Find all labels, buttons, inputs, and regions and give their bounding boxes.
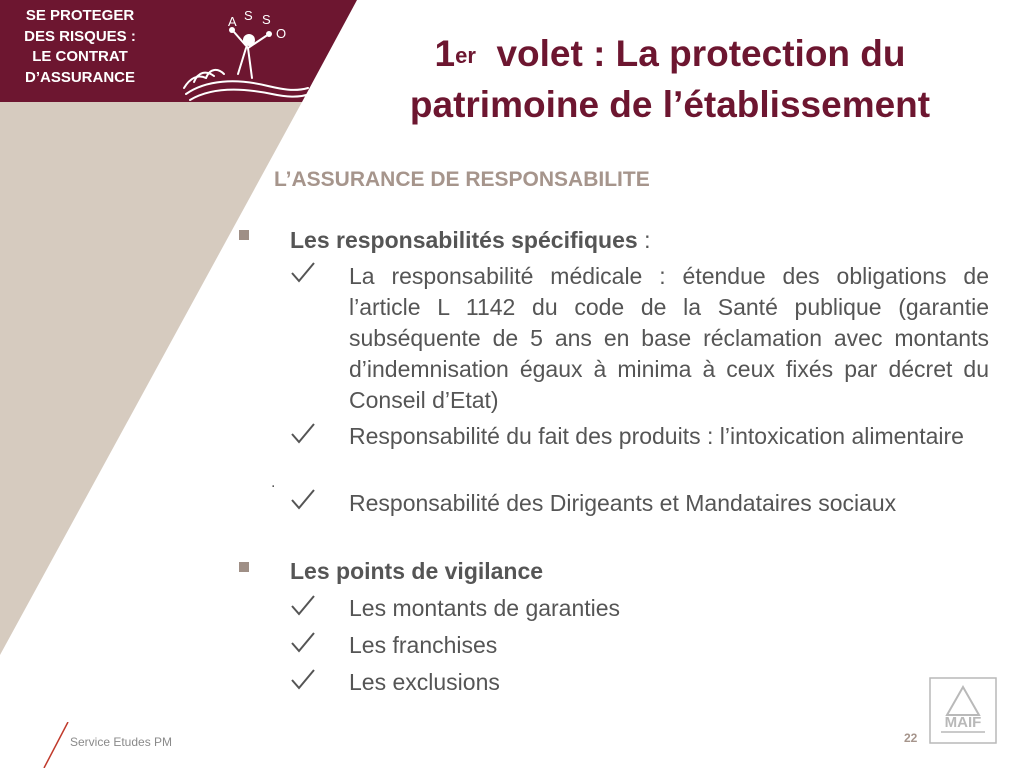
checkmark-icon (290, 422, 316, 444)
banner-line: DES RISQUES : (24, 27, 136, 45)
slide-subtitle: L’ASSURANCE DE RESPONSABILITE (274, 168, 650, 191)
title-ordinal: 1 (434, 33, 456, 74)
page-number: 22 (904, 731, 918, 745)
checkmark-icon (290, 261, 316, 283)
title-ordinal-suffix: er (455, 43, 476, 68)
checkmark-icon (290, 488, 316, 510)
footer-service-label: Service Etudes PM (70, 735, 173, 749)
asso-juggler-logo (176, 8, 316, 104)
maif-logo (929, 677, 997, 744)
banner-line: SE PROTEGER (25, 7, 135, 24)
list-item: La responsabilité médicale : étendue des obligations de l’article L 1142 du code de la Santé publique (garantie subséquente de 5 ans en base réclamation avec montants d’indemnisation égaux à minima à ceux fixés par décret du Conseil d’Etat) (349, 263, 989, 413)
slide-title (372, 28, 968, 130)
checkmark-icon (290, 594, 316, 616)
logo-letter: A (228, 14, 237, 29)
title-line-1 (372, 28, 968, 79)
square-bullet-icon (239, 562, 249, 572)
square-bullet-icon (239, 230, 249, 240)
checkmark-icon (290, 631, 316, 653)
section-heading-text: Les points de vigilance (290, 558, 544, 584)
logo-letter: S (244, 8, 253, 23)
maif-logo-text: MAIF (944, 714, 982, 731)
list-item: Responsabilité du fait des produits : l’intoxication alimentaire (349, 423, 964, 449)
title-line-1-text: volet : La protection du (496, 33, 906, 74)
title-line-2: patrimoine de l’établissement (409, 84, 931, 125)
list-item: Les exclusions (349, 669, 500, 695)
stray-dot: . (271, 474, 276, 491)
logo-letter: O (276, 26, 287, 41)
checkmark-icon (290, 668, 316, 690)
list-item: Les franchises (349, 632, 498, 658)
section-heading (290, 558, 543, 585)
banner-line: D’ASSURANCE (24, 68, 135, 86)
section-heading (290, 227, 650, 254)
list-item: Responsabilité des Dirigeants et Mandataires sociaux (349, 490, 897, 516)
footer-accent-line (40, 722, 70, 768)
section-heading-suffix: : (637, 227, 651, 253)
logo-letter: S (262, 12, 271, 27)
section-banner-label (6, 6, 154, 88)
list-item: Les montants de garanties (349, 595, 621, 621)
beige-diagonal-band (0, 102, 302, 655)
section-heading-text: Les responsabilités spécifiques (290, 227, 638, 253)
banner-line: LE CONTRAT (32, 48, 128, 65)
